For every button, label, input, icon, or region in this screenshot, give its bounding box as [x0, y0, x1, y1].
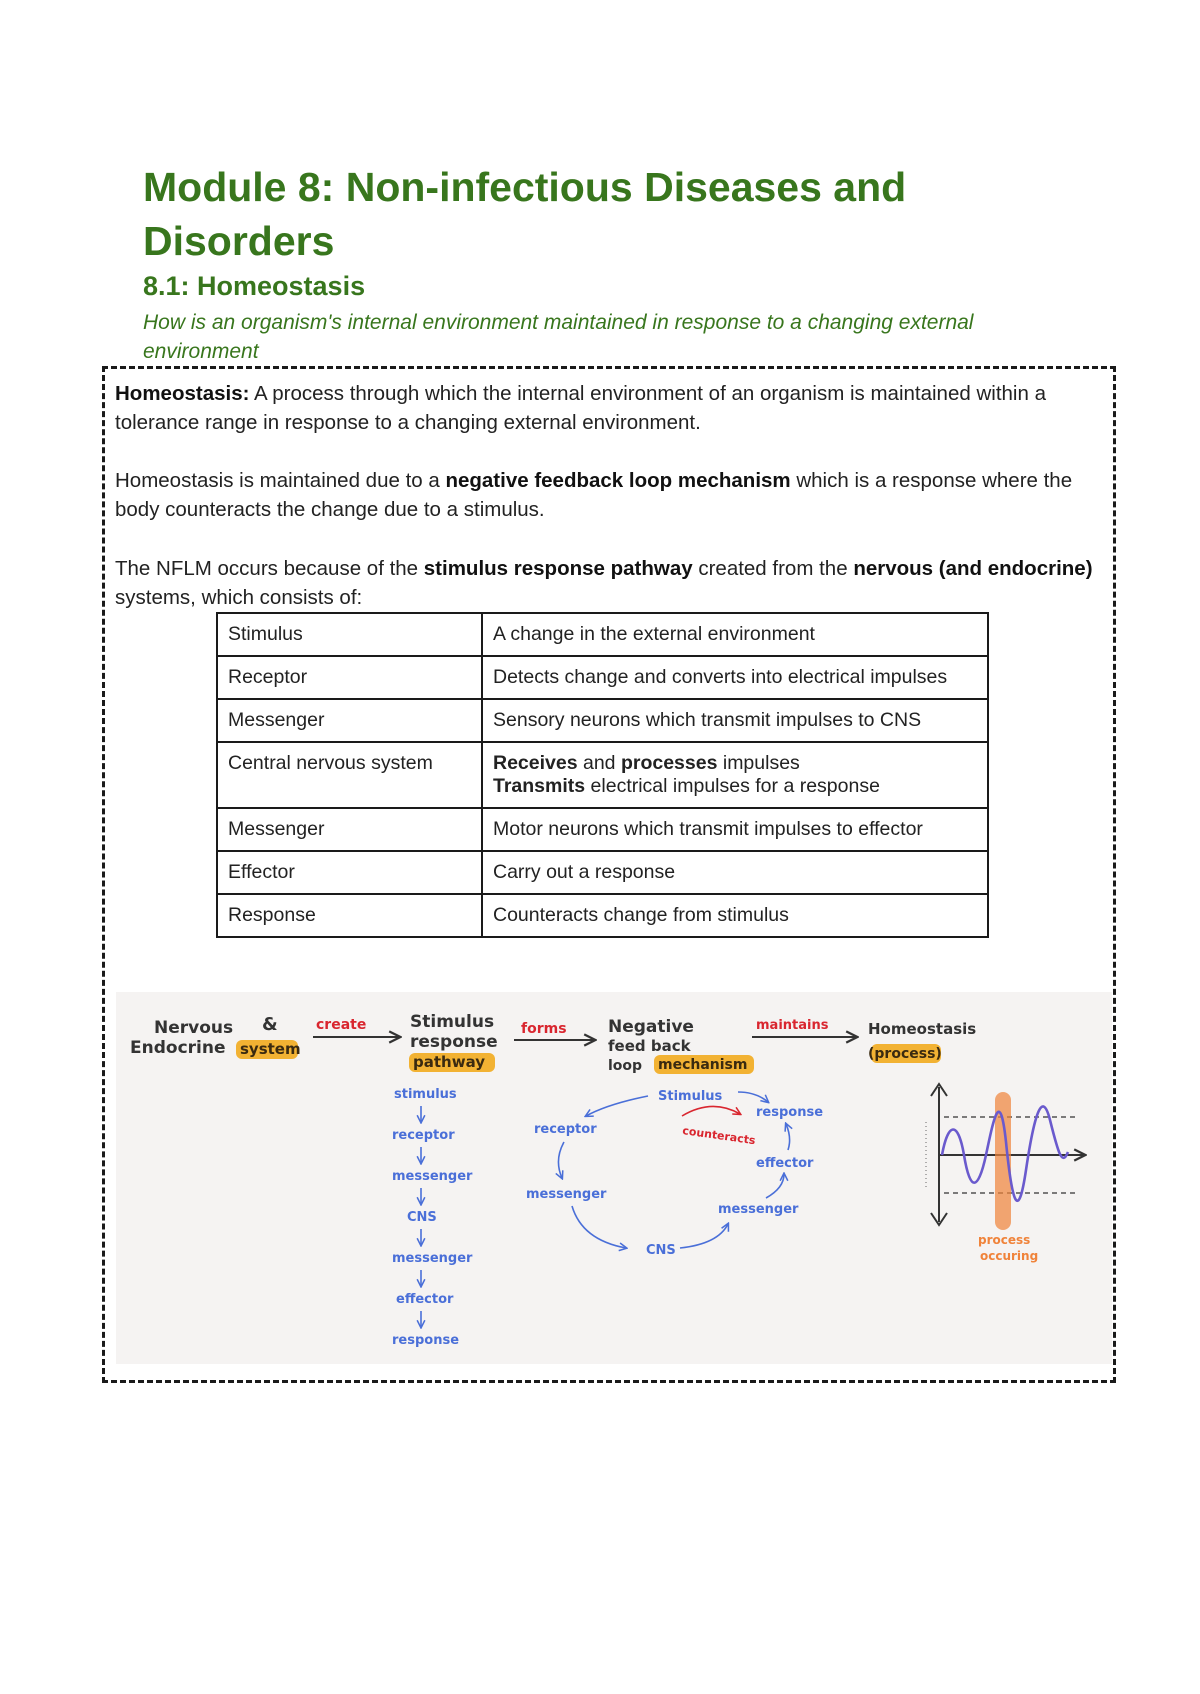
loop-receptor: receptor [534, 1122, 597, 1137]
chain-item: effector [396, 1292, 454, 1307]
node-endocrine: Endocrine [130, 1038, 226, 1058]
text-run: created from the [692, 557, 854, 580]
bold-term: stimulus response pathway [423, 557, 693, 580]
node-process: (process) [868, 1046, 942, 1062]
text-run: impulses [717, 752, 800, 774]
loop-messenger-sensory: messenger [526, 1187, 607, 1202]
node-loop: loop [608, 1058, 643, 1074]
loop-stimulus: Stimulus [658, 1089, 723, 1104]
table-row [217, 851, 988, 894]
chain-item: receptor [392, 1128, 455, 1143]
loop-counteracts: counteracts [681, 1124, 757, 1148]
stage-cell: Receptor [217, 656, 482, 699]
description-cell: Counteracts change from stimulus [482, 894, 988, 937]
description-cell [482, 742, 988, 808]
term-homeostasis: Homeostasis: [115, 382, 250, 405]
description-cell: A change in the external environment [482, 613, 988, 656]
node-stimulus: Stimulus [410, 1012, 495, 1032]
text-run: which is a response where the body counteracts the change due to a stimulus. [115, 469, 1073, 521]
bold-term: Receives [493, 752, 578, 774]
bold-term: processes [620, 752, 718, 774]
node-response: response [410, 1032, 498, 1052]
stage-cell: Messenger [217, 699, 482, 742]
definition-paragraph [115, 379, 1110, 437]
occuring-label: occuring [980, 1249, 1039, 1263]
loop-effector: effector [756, 1156, 814, 1171]
loop-response: response [756, 1105, 824, 1120]
node-mechanism: mechanism [658, 1057, 748, 1073]
chain-item: messenger [392, 1251, 473, 1266]
node-nervous: Nervous [154, 1018, 234, 1038]
table-row [217, 808, 988, 851]
description-cell: Carry out a response [482, 851, 988, 894]
chain-item: CNS [407, 1210, 437, 1225]
loop-cns: CNS [646, 1243, 676, 1258]
description-cell: Detects change and converts into electrical impulses [482, 656, 988, 699]
node-system: system [240, 1040, 301, 1058]
ampersand: & [262, 1014, 278, 1035]
inquiry-question: How is an organism's internal environment maintained in response to a changing external environment [143, 311, 974, 363]
chain-item: response [392, 1333, 460, 1348]
nflm-paragraph [115, 466, 1110, 524]
description-cell: Motor neurons which transmit impulses to effector [482, 808, 988, 851]
text-run: and [577, 752, 621, 774]
table-row [217, 742, 988, 808]
table-row [217, 699, 988, 742]
description-cell: Sensory neurons which transmit impulses to CNS [482, 699, 988, 742]
table-row [217, 894, 988, 937]
label-maintains: maintains [756, 1018, 829, 1033]
pathway-paragraph [115, 554, 1110, 612]
node-pathway: pathway [413, 1053, 486, 1071]
stage-cell: Response [217, 894, 482, 937]
stage-cell: Messenger [217, 808, 482, 851]
text-run: Homeostasis is maintained due to a [115, 469, 446, 492]
table-row [217, 613, 988, 656]
stage-cell: Effector [217, 851, 482, 894]
label-forms: forms [521, 1021, 567, 1037]
bold-term: Transmits [493, 775, 586, 797]
node-negative: Negative [608, 1017, 694, 1037]
bold-term: negative feedback loop mechanism [445, 469, 791, 492]
chain-item: stimulus [394, 1087, 457, 1102]
table-row [217, 656, 988, 699]
node-homeostasis: Homeostasis [868, 1020, 977, 1038]
process-label: process [978, 1233, 1031, 1247]
stage-cell: Stimulus [217, 613, 482, 656]
label-create: create [316, 1017, 367, 1033]
stage-cell: Central nervous system [217, 742, 482, 808]
chain-item: messenger [392, 1169, 473, 1184]
section-heading: 8.1: Homeostasis [143, 271, 366, 301]
definition-text: A process through which the internal environment of an organism is maintained within a tolerance range in response to a changing external environment. [115, 382, 1046, 434]
text-run: electrical impulses for a response [585, 775, 880, 797]
node-feedback: feed back [608, 1037, 691, 1055]
bold-term: nervous (and endocrine) [853, 557, 1093, 580]
text-run: The NFLM occurs because of the [115, 557, 424, 580]
loop-messenger-motor: messenger [718, 1202, 799, 1217]
homeostasis-sketch [116, 992, 1112, 1364]
pathway-table [216, 612, 989, 938]
page-title: Module 8: Non-infectious Diseases and Disorders [143, 164, 907, 264]
text-run: systems, which consists of: [115, 586, 363, 609]
